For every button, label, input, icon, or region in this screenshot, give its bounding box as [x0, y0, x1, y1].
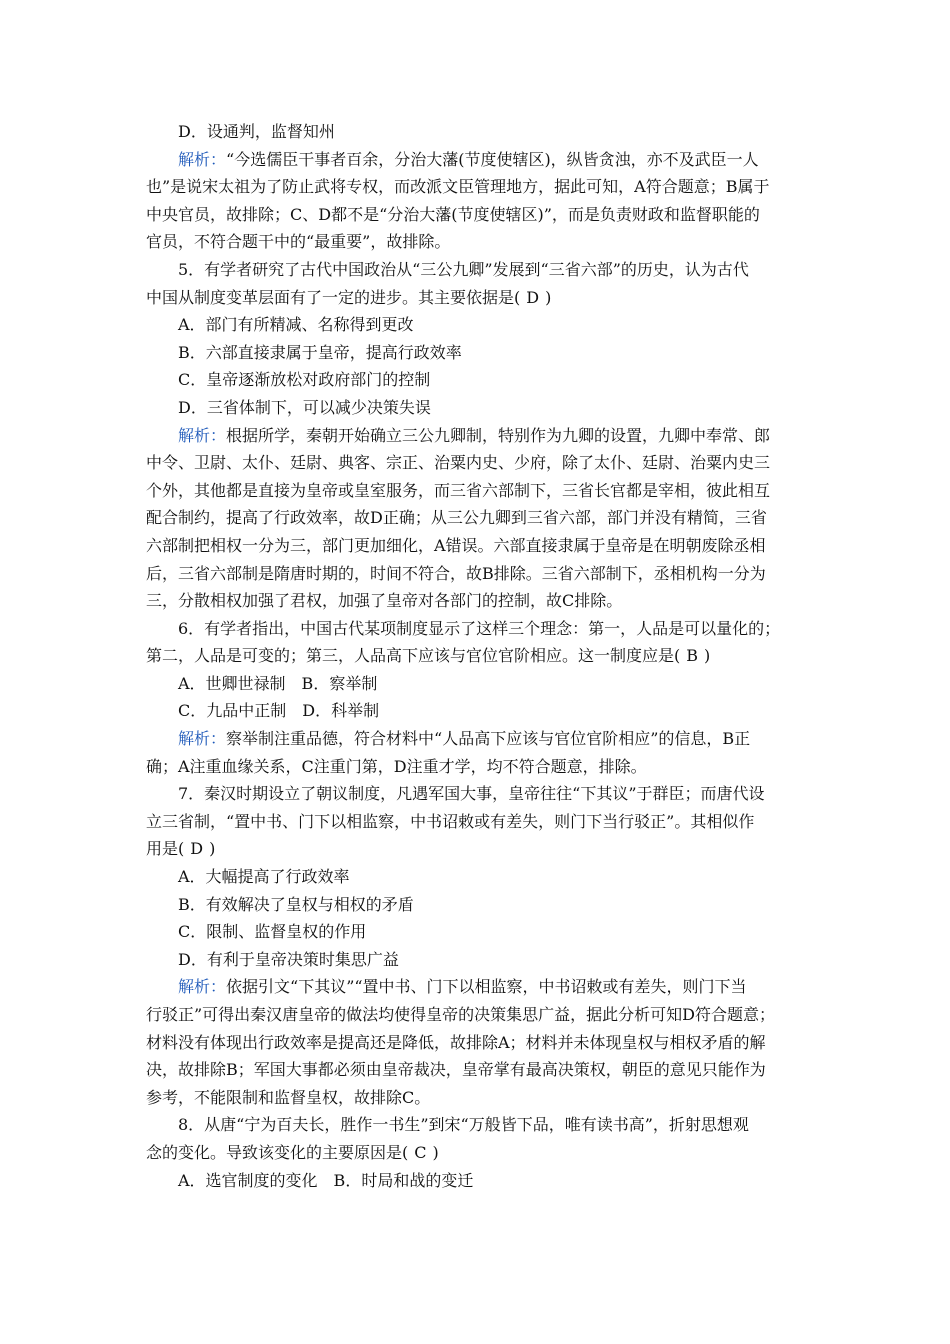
analysis-label: 解析： [178, 729, 227, 749]
q5-analysis-line: 后，三省六部制是隋唐时期的，时间不符合，故B排除。三省六部制下，丞相机构一分为 [146, 563, 766, 583]
q5-stem-line: 中国从制度变革层面有了一定的进步。其主要依据是( D ) [146, 284, 808, 312]
q7-stem-line: 立三省制，“置中书、门下以相监察，中书诏敕或有差失，则门下当行驳正”。其相似作 [146, 811, 755, 831]
q4-analysis-line: 中央官员，故排除；C、D都不是“分治大藩(节度使辖区)”，而是负责财政和监督职能的 [146, 204, 760, 224]
analysis-label: 解析： [178, 149, 227, 169]
q7-option-c: C．限制、监督皇权的作用 [178, 922, 367, 942]
q6-options-ab: A．世卿世禄制 B．察举制 [178, 673, 378, 693]
q7-answer: D [190, 839, 204, 859]
q7-analysis-line: 决，故排除B；军国大事都必须由皇帝裁决，皇帝掌有最高决策权，朝臣的意见只能作为 [146, 1060, 766, 1080]
q4-analysis-line: 官员，不符合题干中的“最重要”，故排除。 [146, 232, 451, 252]
q8-stem-line: 念的变化。导致该变化的主要原因是( C ) [146, 1139, 808, 1167]
q7-option-a: A．大幅提高了行政效率 [178, 867, 350, 887]
analysis-label: 解析： [178, 425, 227, 445]
q7-analysis-line: 行驳正”可得出秦汉唐皇帝的做法均使得皇帝的决策集思广益，据此分析可知D符合题意； [146, 1005, 776, 1024]
q5-analysis-line: 解析：根据所学，秦朝开始确立三公九卿制，特别作为九卿的设置，九卿中奉常、郎 [178, 425, 771, 445]
q6-options-cd: C．九品中正制 D．科举制 [178, 701, 380, 721]
q5-option-d: D．三省体制下，可以减少决策失误 [178, 397, 431, 417]
q5-option-b: B．六部直接隶属于皇帝，提高行政效率 [178, 342, 462, 362]
q6-stem-line: 第二，人品是可变的；第三，人品高下应该与官位官阶相应。这一制度应是( B ) [146, 642, 808, 670]
q7-option-d: D．有利于皇帝决策时集思广益 [178, 949, 399, 969]
q4-analysis-line: 也”是说宋太祖为了防止武将专权，而改派文臣管理地方，据此可知，A符合题意；B属于 [146, 177, 770, 197]
q6-stem-line: 6．有学者指出，中国古代某项制度显示了这样三个理念：第一，人品是可以量化的； [178, 618, 781, 638]
q7-analysis-line: 参考，不能限制和监督皇权，故排除C。 [146, 1087, 431, 1107]
q6-answer: B [686, 646, 699, 666]
q5-analysis-line: 配合制约，提高了行政效率，故D正确；从三公九卿到三省六部，部门并没有精简，三省 [146, 508, 767, 528]
q5-answer: D [526, 287, 540, 307]
q5-option-a: A．部门有所精减、名称得到更改 [178, 315, 414, 335]
q5-analysis-line: 中令、卫尉、太仆、廷尉、典客、宗正、治粟内史、少府，除了太仆、廷尉、治粟内史三 [146, 453, 771, 473]
q5-option-c: C．皇帝逐渐放松对政府部门的控制 [178, 370, 431, 390]
q7-analysis-line: 材料没有体现出行政效率是提高还是降低，故排除A；材料并未体现皇权与相权矛盾的解 [146, 1032, 766, 1052]
q8-stem-line: 8．从唐“宁为百夫长，胜作一书生”到宋“万般皆下品，唯有读书高”，折射思想观 [178, 1115, 749, 1135]
q4-analysis-line: 解析：“今选儒臣干事者百余，分治大藩(节度使辖区)，纵皆贪浊，亦不及武臣一人 [178, 149, 759, 169]
q4-option-d: D．设通判，监督知州 [178, 122, 335, 141]
q5-analysis-line: 个外，其他都是直接为皇帝或皇室服务，而三省六部制下，三省长官都是宰相，彼此相互 [146, 480, 771, 500]
analysis-label: 解析： [178, 977, 227, 997]
document-body [146, 118, 808, 1194]
q6-analysis-line: 解析：察举制注重品德，符合材料中“人品高下应该与官位官阶相应”的信息，B正 [178, 729, 751, 749]
q8-options-ab: A．选官制度的变化 B．时局和战的变迁 [178, 1170, 474, 1190]
q7-stem-line: 7．秦汉时期设立了朝议制度，凡遇军国大事，皇帝往往“下其议”于群臣；而唐代设 [178, 784, 765, 804]
q6-analysis-line: 确；A注重血缘关系，C注重门第，D注重才学，均不符合题意，排除。 [146, 756, 647, 776]
q7-option-b: B．有效解决了皇权与相权的矛盾 [178, 894, 414, 914]
q5-analysis-line: 六部制把相权一分为三，部门更加细化，A错误。六部直接隶属于皇帝是在明朝废除丞相 [146, 535, 766, 555]
q7-stem-line: 用是( D ) [146, 835, 808, 863]
q8-answer: C [414, 1142, 427, 1162]
q7-analysis-line: 解析：依据引文“下其议”“置中书、门下以相监察，中书诏敕或有差失，则门下当 [178, 977, 747, 997]
q5-analysis-line: 三，分散相权加强了君权，加强了皇帝对各部门的控制，故C排除。 [146, 591, 623, 611]
q5-stem-line: 5．有学者研究了古代中国政治从“三公九卿”发展到“三省六部”的历史，认为古代 [178, 259, 749, 279]
